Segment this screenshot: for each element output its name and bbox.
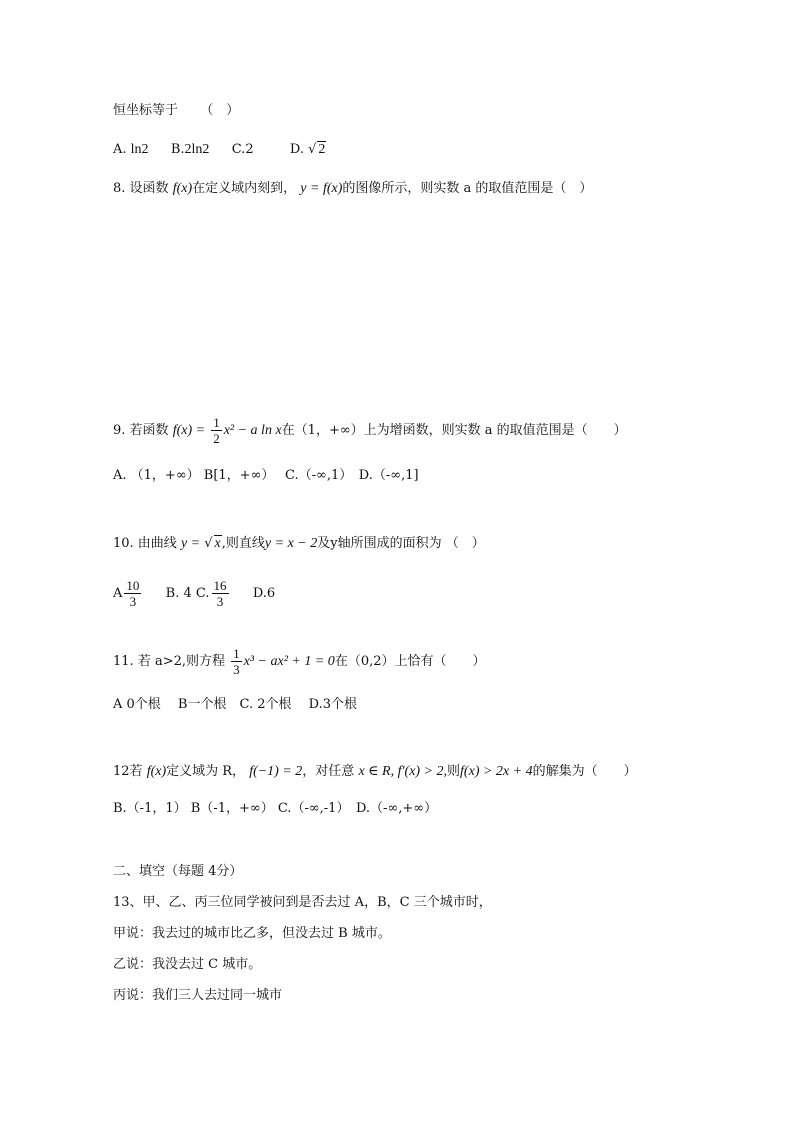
option-d: D.6 [252,586,276,601]
question-10-options [113,578,275,609]
statement-bing: 丙说：我们三人去过同一城市 [113,988,283,1003]
option-d: D. √ 2 [289,142,326,157]
question-7-tail [113,101,239,121]
question-8: 8. 设函数 f(x)在定义域内刻到， y = f(x)的图像所示，则实数 a 的取值范围是（ ） [113,181,593,196]
question-11: 11. 若 a>2,则方程 $\frac{1}{3}$ x³ − ax² + 1 = 0在（0,2）上恰有（ ） [113,646,486,677]
answer-paren: （ ） [200,103,240,118]
question-13: 13、甲、乙、丙三位同学被问到是否去过 A，B，C 三个城市时， [113,895,492,910]
option-a: A $\frac{10}{3}$ [113,578,140,609]
statement-jia: 甲说：我去过的城市比乙多，但没去过 B 城市。 [113,926,391,941]
question-12-options: B.（-1，1） B（-1，+∞） C.（-∞,-1） D.（-∞,+∞） [113,801,438,816]
question-10: 10. 由曲线 y = √ x,则直线y = x − 2及y轴所围成的面积为 （ ） [113,536,485,551]
section-heading: 二、填空（每题 4分） [113,864,243,879]
question-9-options: A. （1，+∞） B[1，+∞） C.（-∞,1） D.（-∞,1] [113,468,419,483]
fraction: $\frac{1}{3}$ [233,646,240,677]
q7-text: 恒坐标等于 [113,103,179,118]
statement-yi: 乙说：我没去过 C 城市。 [113,957,262,972]
option-b: B.2ln2 [170,142,210,157]
fraction: $\frac{1}{2}$ [213,415,220,446]
option-c: C. $\frac{16}{3}$ [195,578,227,609]
option-c: C.2 [231,142,254,157]
question-7-options [113,140,326,160]
question-11-options: A 0个根 B一个根 C. 2个根 D.3个根 [113,697,357,712]
question-12: 12若 f(x)定义域为 R， f(−1) = 2，对任意 x ∈ R, f′(x) > 2,则f(x) > 2x + 4的解集为（ ） [113,764,637,779]
option-b: B. 4 [165,586,192,601]
option-a: A. ln2 [113,142,149,157]
question-9: 9. 若函数 f(x) = $\frac{1}{2}$ x² − a ln x在（1，+∞）上为增函数，则实数 a 的取值范围是（ ） [113,415,627,446]
